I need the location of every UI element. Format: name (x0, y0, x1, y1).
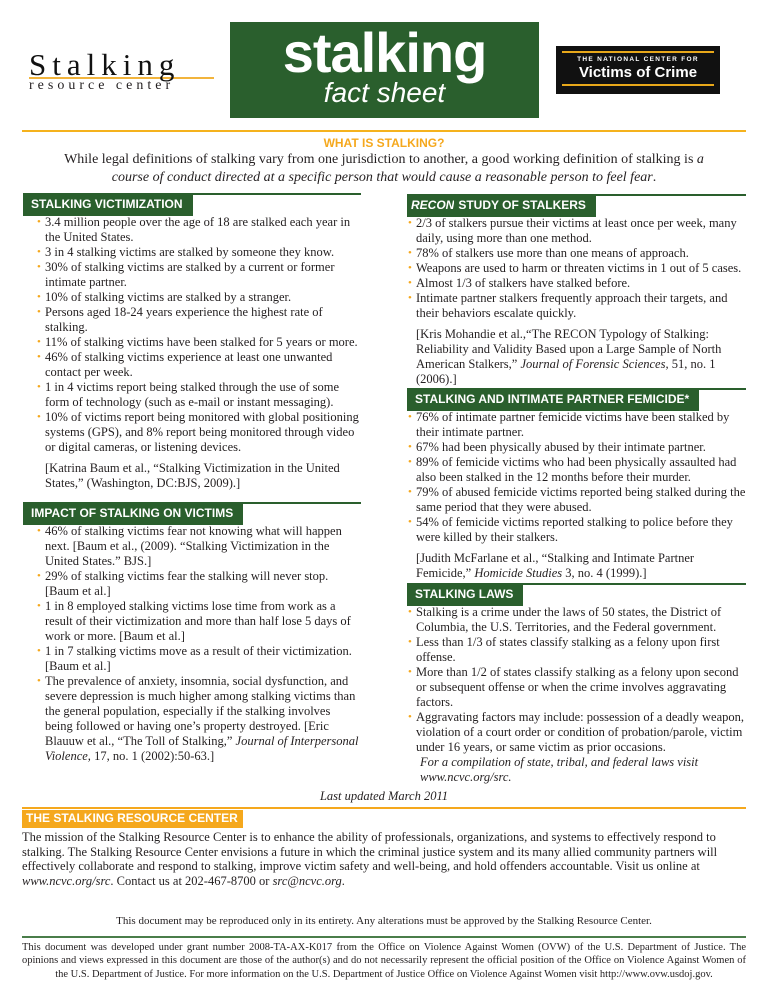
text-segment: [Judith McFarlane et al., “Stalking and Intimate Partner Femicide,” (416, 551, 695, 580)
definition-text: While legal definitions of stalking vary from one jurisdiction to another, a good working definition of stalking is (64, 152, 697, 167)
list-item: • 30% of stalking victims are stalked by a current or former intimate partner. (23, 260, 361, 290)
definition-end: . (652, 169, 657, 185)
text-segment: Homicide Studies (474, 566, 563, 580)
reproduction-notice: This document may be reproduced only in its entirety. Any alterations must be approved by the Stalking Resource Center. (116, 915, 652, 927)
section-heading (407, 390, 699, 411)
section-heading-text: STALKING VICTIMIZATION (27, 196, 188, 214)
list-item: • More than 1/2 of states classify stalking as a felony upon second or subsequent offense or when the crime involves aggravating factors. (407, 665, 746, 710)
ncvc-top: THE NATIONAL CENTER FOR (577, 56, 699, 63)
section (407, 583, 746, 785)
text-segment: The mission of the Stalking Resource Center is to enhance the ability of professionals, organizations, and systems to effectively respond to stalking. The Stalking Resource Center envisions a future in which the criminal justice system and its many allied community partners will effectively collaborate and respond to stalking, improve victim safety and well-being, and hold offenders accountable. Visit us online at (22, 830, 718, 874)
logo-stripe (562, 84, 714, 86)
definition (0, 151, 768, 186)
list-item: • 3.4 million people over the age of 18 are stalked each year in the United States. (23, 215, 361, 245)
logo-title: Stalking (29, 47, 181, 82)
list-item: • 1 in 7 stalking victims move as a result of their victimization. [Baum et al.] (23, 644, 361, 674)
src-mission (22, 830, 746, 888)
list-item: • Almost 1/3 of stalkers have stalked before. (407, 276, 746, 291)
section-heading-text: STUDY OF STALKERS (454, 197, 591, 215)
fact-sheet-banner (230, 22, 539, 118)
list-item: • 54% of femicide victims reported stalking to police before they were killed by their stalkers. (407, 515, 746, 545)
list-item: • Weapons are used to harm or threaten victims in 1 out of 5 cases. (407, 261, 746, 276)
section (407, 194, 746, 387)
text-segment: 51, no. 1 (2006).] (416, 357, 716, 386)
section-header (407, 583, 746, 603)
list-item (23, 674, 361, 764)
section-heading: THE STALKING RESOURCE CENTER (22, 810, 243, 828)
section-heading (23, 195, 193, 216)
list-item: • 1 in 4 victims report being stalked through the use of some form of technology (such as e-mail or instant messaging). (23, 380, 361, 410)
text-segment: 17, no. 1 (2002):50-63.] (90, 749, 215, 763)
divider (22, 936, 746, 938)
section-heading-text: STALKING LAWS (411, 586, 518, 604)
src-section (22, 807, 746, 888)
section-heading (23, 504, 243, 525)
bullet-list (407, 216, 746, 321)
section-header (407, 194, 746, 214)
stalking-resource-center-logo (29, 47, 219, 93)
list-item: • 89% of femicide victims who had been physically assaulted had also been stalked in the 12 months before their murder. (407, 455, 746, 485)
list-item: • Stalking is a crime under the laws of 50 states, the District of Columbia, the U.S. Territories, and the Federal government. (407, 605, 746, 635)
what-heading: WHAT IS STALKING? (323, 136, 445, 150)
text-segment: Journal of Interpersonal Violence, (45, 734, 359, 763)
section-header (23, 193, 361, 213)
list-item: • 46% of stalking victims fear not knowing what will happen next. [Baum et al., (2009). “Stalking Victimization in the United States.” BJS.] (23, 524, 361, 569)
list-item: • 79% of abused femicide victims reported being stalked during the same period that they were abused. (407, 485, 746, 515)
laws-note: For a compilation of state, tribal, and federal laws visit www.ncvc.org/src. (420, 755, 699, 784)
list-item: • 76% of intimate partner femicide victims have been stalked by their intimate partner. (407, 410, 746, 440)
ncvc-bottom: Victims of Crime (578, 64, 698, 81)
section-header (22, 807, 746, 827)
grant-disclaimer: This document was developed under grant number 2008-TA-AX-K017 from the Office on Violence Against Women (OVW) of the U.S. Department of Justice. The opinions and views expressed in this document are those of the author(s) and do not necessarily represent the official position of the Office on Violence Against Women of the U.S. Department of Justice. For more information on the U.S. Department of Justice Office on Violence Against Women visit http://www.ovw.usdoj.gov. (22, 942, 746, 980)
text-segment: www.ncvc.org/src (22, 873, 111, 888)
list-item: • Persons aged 18-24 years experience the highest rate of stalking. (23, 305, 361, 335)
list-item: • 29% of stalking victims fear the stalking will never stop. [Baum et al.] (23, 569, 361, 599)
list-item: • 46% of stalking victims experience at least one unwanted contact per week. (23, 350, 361, 380)
list-item: • Less than 1/3 of states classify stalking as a felony upon first offense. (407, 635, 746, 665)
list-item: • 11% of stalking victims have been stalked for 5 years or more. (23, 335, 361, 350)
divider (22, 130, 746, 132)
banner-subtitle: fact sheet (323, 77, 446, 108)
logo-stripe (562, 51, 714, 53)
list-item: • 10% of stalking victims are stalked by a stranger. (23, 290, 361, 305)
text-segment: The prevalence of anxiety, insomnia, social dysfunction, and severe depression is much higher among stalking victims than the general population, especially if the stalking involves being followed or having one’s property destroyed. [Eric Blauuw et al., “The Toll of Stalking,” (45, 674, 356, 748)
list-item: • 67% had been physically abused by their intimate partner. (407, 440, 746, 455)
ncvc-logo (556, 46, 720, 94)
text-segment: . Contact us at 202-467-8700 or (110, 873, 273, 888)
section-heading-text: IMPACT OF STALKING ON VICTIMS (27, 505, 238, 523)
section-heading (407, 585, 523, 606)
last-updated: Last updated March 2011 (319, 789, 449, 803)
section-header (23, 502, 361, 522)
list-item: • Aggravating factors may include: possession of a deadly weapon, violation of a court order or condition of probation/parole, victim under 16 years, or same victim as prior occasions. (407, 710, 746, 755)
list-item: • 78% of stalkers use more than one means of approach. (407, 246, 746, 261)
definition-italic: a course of conduct directed at a specific person that would cause a reasonable person to feel fear (111, 152, 704, 185)
text-segment: [Kris Mohandie et al.,“The RECON Typology of Stalking: Reliability and Validity Based upon a Large Sample of North American Stalkers,” (416, 327, 722, 371)
section-heading (407, 196, 596, 217)
citation (407, 551, 746, 581)
citation (23, 461, 361, 491)
section (23, 502, 361, 764)
list-item: • 10% of victims report being monitored with global positioning systems (GPS), and 8% report being monitored through video or digital cameras, or listening devices. (23, 410, 361, 455)
banner-title: stalking (282, 22, 487, 84)
section-heading-italic: RECON (411, 198, 455, 212)
section-header (407, 388, 746, 408)
citation (407, 327, 746, 387)
bullet-list (23, 215, 361, 455)
section (23, 193, 361, 491)
text-segment: src@ncvc.org (272, 873, 342, 888)
list-item: • Intimate partner stalkers frequently approach their targets, and their behaviors escalate quickly. (407, 291, 746, 321)
list-item: • 1 in 8 employed stalking victims lose time from work as a result of their victimization and more than half lose 5 days of work or more. [Baum et al.] (23, 599, 361, 644)
bullet-list (407, 605, 746, 755)
text-segment: Journal of Forensic Sciences, (520, 357, 669, 371)
bullet-list (23, 524, 361, 764)
section (407, 388, 746, 581)
list-item: • 2/3 of stalkers pursue their victims at least once per week, many daily, using more than one method. (407, 216, 746, 246)
what-is-stalking (0, 136, 768, 186)
text-segment: 3, no. 4 (1999).] (562, 566, 647, 580)
text-segment: [Katrina Baum et al., “Stalking Victimization in the United States,” (Washington, DC:BJS, 2009).] (45, 461, 340, 490)
list-item: • 3 in 4 stalking victims are stalked by someone they know. (23, 245, 361, 260)
logo-subtitle: resource center (29, 77, 214, 92)
section-heading-text: STALKING AND INTIMATE PARTNER FEMICIDE* (411, 391, 694, 409)
bullet-list (407, 410, 746, 545)
text-segment: . (341, 873, 345, 888)
